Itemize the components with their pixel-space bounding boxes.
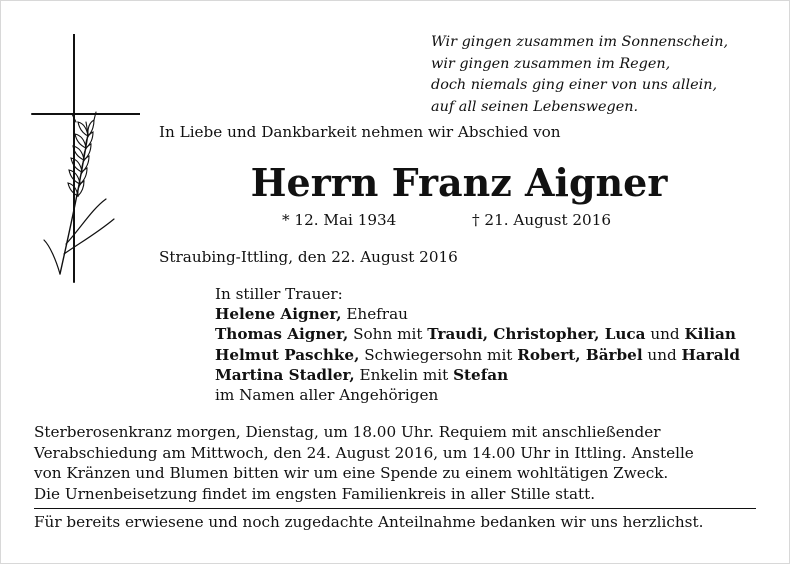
intro-text: In Liebe und Dankbarkeit nehmen wir Abschied von xyxy=(159,123,561,141)
mourner-line xyxy=(215,365,740,385)
place-and-date: Straubing-Ittling, den 22. August 2016 xyxy=(159,248,458,266)
divider xyxy=(34,508,756,509)
service-notice xyxy=(34,422,756,504)
notice-line: Die Urnenbeisetzung findet im engsten Familienkreis in aller Stille statt. xyxy=(34,484,596,503)
poem-line: doch niemals ging einer von uns allein, xyxy=(431,77,718,93)
mourner-line xyxy=(215,324,740,344)
mourner-name: Stefan xyxy=(453,365,509,384)
mourner-relation: Ehefrau xyxy=(341,305,408,324)
mourner-line xyxy=(215,304,740,324)
death-date: † 21. August 2016 xyxy=(472,211,612,229)
mourner-relation: und xyxy=(642,345,682,364)
mourners-closing: im Namen aller Angehörigen xyxy=(215,386,439,405)
mourner-relation: Enkelin mit xyxy=(354,365,454,384)
mourner-name: Traudi, Christopher, Luca xyxy=(427,325,646,344)
poem-line: Wir gingen zusammen im Sonnenschein, xyxy=(431,34,729,50)
mourner-name: Harald xyxy=(681,345,740,364)
mourners-heading: In stiller Trauer: xyxy=(215,285,343,303)
mourner-name: Thomas Aigner, xyxy=(215,325,349,344)
poem-line: auf all seinen Lebenswegen. xyxy=(431,98,639,115)
mourner-name: Kilian xyxy=(684,325,736,344)
mourner-relation: Sohn mit xyxy=(348,325,428,344)
cross-with-wheat-icon xyxy=(30,34,140,284)
mourner-name: Helene Aigner, xyxy=(215,305,342,324)
mourner-name: Helmut Paschke, xyxy=(215,345,360,364)
mourner-relation: und xyxy=(645,325,685,344)
mourner-name: Robert, Bärbel xyxy=(517,345,643,364)
birth-date: * 12. Mai 1934 xyxy=(282,211,397,229)
mourner-name: Martina Stadler, xyxy=(215,365,355,384)
poem-line: wir gingen zusammen im Regen, xyxy=(431,55,671,72)
notice-line: Sterberosenkranz morgen, Dienstag, um 18.00 Uhr. Requiem mit anschließender xyxy=(34,423,661,441)
notice-line: Verabschiedung am Mittwoch, den 24. August 2016, um 14.00 Uhr in Ittling. Anstelle xyxy=(34,443,694,462)
thanks-text: Für bereits erwiesene und noch zugedachte Anteilnahme bedanken wir uns herzlichst. xyxy=(34,513,704,531)
mourners-list xyxy=(215,284,740,405)
poem xyxy=(431,32,776,118)
mourner-line xyxy=(215,345,740,365)
deceased-name: Herrn Franz Aigner xyxy=(250,160,668,205)
mourner-relation: Schwiegersohn mit xyxy=(359,345,518,364)
notice-line: von Kränzen und Blumen bitten wir um eine Spende zu einem wohltätigen Zweck. xyxy=(34,464,669,483)
